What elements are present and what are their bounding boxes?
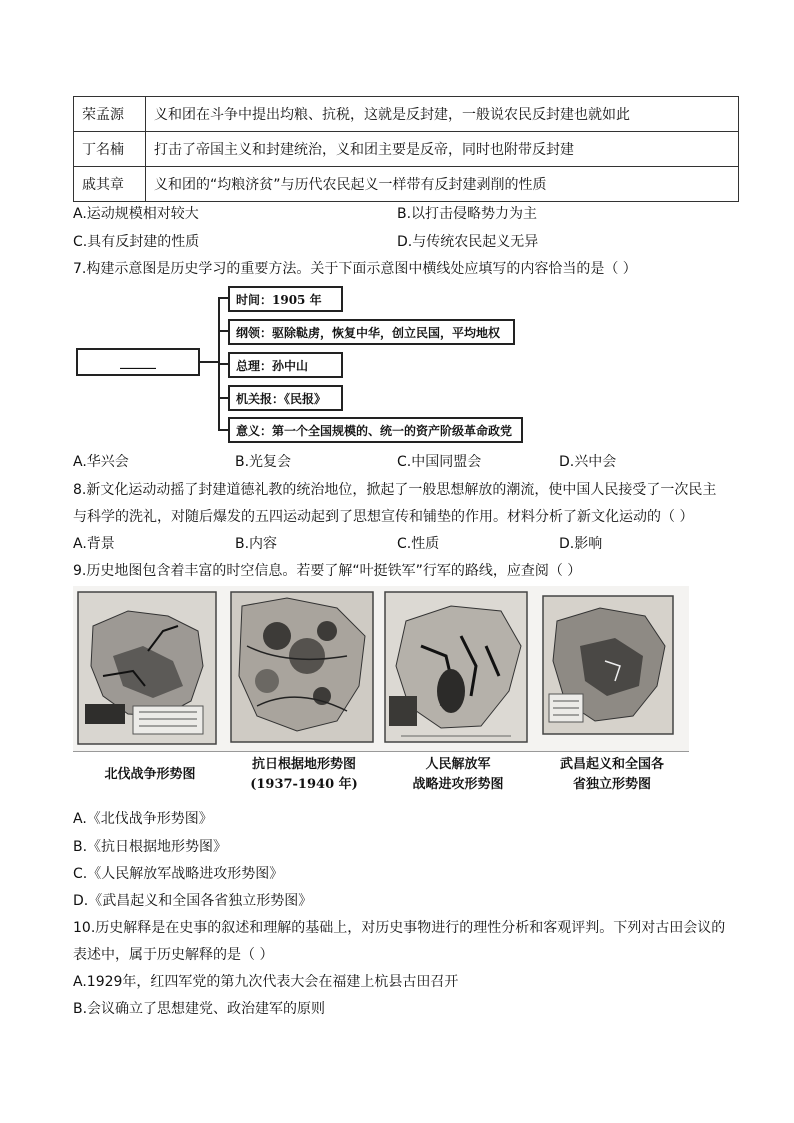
table-row xyxy=(74,132,739,167)
map-image xyxy=(381,586,535,751)
q6-option-c[interactable]: C.具有反封建的性质 xyxy=(73,234,200,250)
q9-option-b[interactable]: B.《抗日根据地形势图》 xyxy=(73,839,228,855)
map-caption: 人民解放军 战略进攻形势图 xyxy=(412,756,504,792)
q9-map-strip xyxy=(73,586,691,798)
q9-stem: 9.历史地图包含着丰富的时空信息。若要了解“叶挺铁军”行军的路线，应查阅（ ） xyxy=(73,563,582,579)
q7-option-a[interactable]: A.华兴会 xyxy=(73,454,129,470)
q10-option-a[interactable]: A.1929年，红四军党的第九次代表大会在福建上杭县古田召开 xyxy=(73,974,459,990)
q6-option-a[interactable]: A.运动规模相对较大 xyxy=(73,206,199,222)
q10-stem-line2: 表述中，属于历史解释的是（ ） xyxy=(73,947,274,963)
map-caption: 北伐战争形势图 xyxy=(104,766,196,782)
map-image xyxy=(73,586,227,751)
diagram-branch xyxy=(218,363,228,365)
q8-option-c[interactable]: C.性质 xyxy=(397,536,440,552)
q7-stem: 7.构建示意图是历史学习的重要方法。关于下面示意图中横线处应填写的内容恰当的是（ ） xyxy=(73,261,637,277)
diagram-branch xyxy=(218,397,228,399)
map-panel-pla-offensive xyxy=(381,586,535,798)
diagram-item-program: 纲领：驱除鞑虏，恢复中华，创立民国，平均地权 xyxy=(228,319,515,345)
map-image xyxy=(227,586,381,751)
q8-stem-line2: 与科学的洗礼，对随后爆发的五四运动起到了思想宣传和铺垫的作用。材料分析了新文化运动的（ ） xyxy=(73,509,694,525)
map-panel-wuchang-uprising xyxy=(535,586,689,798)
map-panel-anti-japanese-bases xyxy=(227,586,381,798)
viewpoint-table xyxy=(73,96,739,202)
scholar-view: 打击了帝国主义和封建统治，义和团主要是反帝，同时也附带反封建 xyxy=(146,132,739,167)
table-row xyxy=(74,167,739,202)
diagram-branch xyxy=(218,297,228,299)
q8-stem-line1: 8.新文化运动动摇了封建道德礼教的统治地位，掀起了一般思想解放的潮流，使中国人民接受了一次民主 xyxy=(73,482,717,498)
diagram-item-leader: 总理：孙中山 xyxy=(228,352,343,378)
diagram-item-significance: 意义：第一个全国规模的、统一的资产阶级革命政党 xyxy=(228,417,523,443)
q9-option-d[interactable]: D.《武昌起义和全国各省独立形势图》 xyxy=(73,893,313,909)
q8-option-d[interactable]: D.影响 xyxy=(559,536,603,552)
scholar-name: 丁名楠 xyxy=(74,132,146,167)
q10-stem-line1: 10.历史解释是在史事的叙述和理解的基础上，对历史事物进行的理性分析和客观评判。下列对古田会议的 xyxy=(73,920,726,936)
q9-option-c[interactable]: C.《人民解放军战略进攻形势图》 xyxy=(73,866,284,882)
scholar-view: 义和团在斗争中提出均粮、抗税，这就是反封建，一般说农民反封建也就如此 xyxy=(146,97,739,132)
scholar-name: 戚其章 xyxy=(74,167,146,202)
q7-option-d[interactable]: D.兴中会 xyxy=(559,454,617,470)
map-caption: 抗日根据地形势图 (1937-1940 年) xyxy=(250,756,358,792)
diagram-blank-box xyxy=(76,348,200,376)
q10-option-b[interactable]: B.会议确立了思想建党、政治建军的原则 xyxy=(73,1001,326,1017)
q8-option-a[interactable]: A.背景 xyxy=(73,536,115,552)
map-image xyxy=(535,586,689,751)
diagram-branch xyxy=(218,330,228,332)
diagram-item-newspaper: 机关报：《民报》 xyxy=(228,385,343,411)
q8-option-b[interactable]: B.内容 xyxy=(235,536,278,552)
q9-option-a[interactable]: A.《北伐战争形势图》 xyxy=(73,811,213,827)
map-panel-northern-expedition xyxy=(73,586,227,798)
diagram-item-time: 时间：1905 年 xyxy=(228,286,343,312)
q6-option-b[interactable]: B.以打击侵略势力为主 xyxy=(397,206,538,222)
table-row xyxy=(74,97,739,132)
q7-option-c[interactable]: C.中国同盟会 xyxy=(397,454,482,470)
q7-option-b[interactable]: B.光复会 xyxy=(235,454,292,470)
diagram-blank: ______ xyxy=(120,355,156,369)
diagram-connector xyxy=(200,361,219,363)
scholar-name: 荣孟源 xyxy=(74,97,146,132)
map-caption: 武昌起义和全国各 省独立形势图 xyxy=(559,756,664,792)
scholar-view: 义和团的“均粮济贫”与历代农民起义一样带有反封建剥削的性质 xyxy=(146,167,739,202)
q6-option-d[interactable]: D.与传统农民起义无异 xyxy=(397,234,539,250)
diagram-branch xyxy=(218,429,228,431)
map-divider xyxy=(73,751,689,752)
